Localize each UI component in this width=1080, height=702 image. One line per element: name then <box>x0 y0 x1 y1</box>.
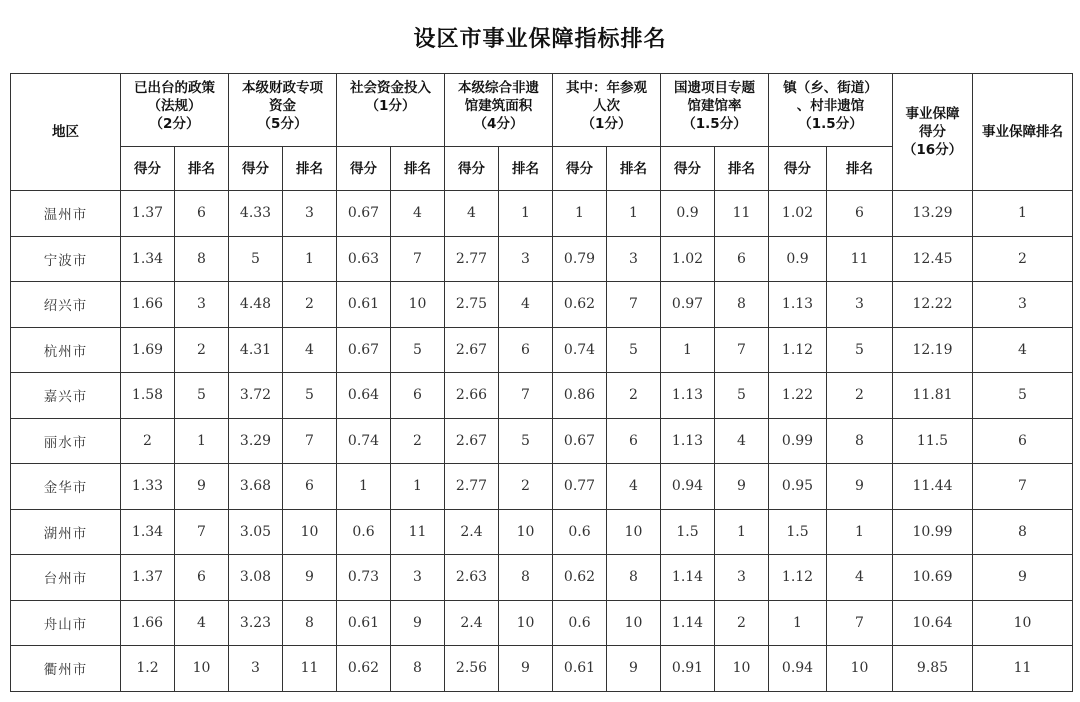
cell-rank: 9 <box>499 646 553 692</box>
cell-rank: 9 <box>175 464 229 510</box>
header-score: 得分 <box>229 147 283 191</box>
cell-score: 4.33 <box>229 191 283 237</box>
cell-score: 1.5 <box>661 509 715 555</box>
cell-score: 2 <box>121 418 175 464</box>
cell-rank: 11 <box>715 191 769 237</box>
cell-score: 0.6 <box>553 509 607 555</box>
cell-total-rank: 8 <box>973 509 1073 555</box>
cell-score: 1.69 <box>121 327 175 373</box>
cell-total-rank: 6 <box>973 418 1073 464</box>
cell-score: 3 <box>229 646 283 692</box>
cell-rank: 2 <box>175 327 229 373</box>
cell-score: 0.74 <box>337 418 391 464</box>
cell-score: 3.72 <box>229 373 283 419</box>
cell-score: 1.12 <box>769 327 827 373</box>
cell-score: 0.79 <box>553 236 607 282</box>
header-rank: 排名 <box>499 147 553 191</box>
cell-score: 0.62 <box>553 282 607 328</box>
cell-score: 1.2 <box>121 646 175 692</box>
header-score: 得分 <box>661 147 715 191</box>
cell-rank: 3 <box>715 555 769 601</box>
cell-score: 2.66 <box>445 373 499 419</box>
cell-rank: 5 <box>391 327 445 373</box>
header-group-4: 本级综合非遗 馆建筑面积 （4分） <box>445 74 553 147</box>
cell-score: 3.29 <box>229 418 283 464</box>
cell-rank: 8 <box>827 418 893 464</box>
cell-rank: 2 <box>283 282 337 328</box>
cell-rank: 10 <box>607 509 661 555</box>
table-row <box>11 191 1073 237</box>
cell-total-rank: 10 <box>973 600 1073 646</box>
cell-score: 1.34 <box>121 509 175 555</box>
cell-rank: 4 <box>827 555 893 601</box>
cell-rank: 8 <box>175 236 229 282</box>
cell-rank: 7 <box>283 418 337 464</box>
cell-rank: 1 <box>715 509 769 555</box>
cell-rank: 9 <box>827 464 893 510</box>
cell-region: 湖州市 <box>11 509 121 555</box>
cell-rank: 3 <box>607 236 661 282</box>
cell-score: 2.63 <box>445 555 499 601</box>
cell-score: 0.94 <box>769 646 827 692</box>
cell-rank: 10 <box>499 600 553 646</box>
cell-region: 宁波市 <box>11 236 121 282</box>
cell-rank: 11 <box>283 646 337 692</box>
header-total-score: 事业保障 得分 （16分） <box>893 74 973 191</box>
cell-rank: 6 <box>607 418 661 464</box>
cell-score: 0.6 <box>553 600 607 646</box>
cell-total-score: 13.29 <box>893 191 973 237</box>
cell-rank: 6 <box>175 191 229 237</box>
cell-score: 1.22 <box>769 373 827 419</box>
cell-rank: 4 <box>175 600 229 646</box>
cell-score: 1.66 <box>121 600 175 646</box>
cell-rank: 6 <box>283 464 337 510</box>
header-rank: 排名 <box>283 147 337 191</box>
header-group-7: 镇（乡、街道） 、村非遗馆 （1.5分） <box>769 74 893 147</box>
cell-rank: 6 <box>175 555 229 601</box>
header-region: 地区 <box>11 74 121 191</box>
cell-rank: 5 <box>283 373 337 419</box>
cell-rank: 6 <box>715 236 769 282</box>
cell-score: 0.86 <box>553 373 607 419</box>
cell-region: 嘉兴市 <box>11 373 121 419</box>
header-group-3: 社会资金投入 （1分） <box>337 74 445 147</box>
cell-total-rank: 7 <box>973 464 1073 510</box>
cell-score: 0.95 <box>769 464 827 510</box>
cell-region: 衢州市 <box>11 646 121 692</box>
cell-rank: 2 <box>827 373 893 419</box>
cell-score: 0.61 <box>337 282 391 328</box>
cell-rank: 10 <box>391 282 445 328</box>
cell-score: 1.58 <box>121 373 175 419</box>
table-row <box>11 600 1073 646</box>
cell-total-rank: 9 <box>973 555 1073 601</box>
header-group-6: 国遗项目专题 馆建馆率 （1.5分） <box>661 74 769 147</box>
header-score: 得分 <box>769 147 827 191</box>
header-rank: 排名 <box>715 147 769 191</box>
cell-total-rank: 11 <box>973 646 1073 692</box>
cell-rank: 2 <box>499 464 553 510</box>
cell-score: 1 <box>769 600 827 646</box>
cell-score: 0.61 <box>337 600 391 646</box>
cell-rank: 1 <box>499 191 553 237</box>
cell-total-score: 10.64 <box>893 600 973 646</box>
cell-rank: 5 <box>715 373 769 419</box>
cell-score: 0.62 <box>553 555 607 601</box>
header-total-rank: 事业保障排名 <box>973 74 1073 191</box>
cell-total-score: 12.45 <box>893 236 973 282</box>
table-body <box>11 191 1073 692</box>
cell-total-score: 11.44 <box>893 464 973 510</box>
cell-rank: 1 <box>391 464 445 510</box>
cell-score: 1.02 <box>769 191 827 237</box>
cell-rank: 7 <box>715 327 769 373</box>
cell-total-score: 11.81 <box>893 373 973 419</box>
cell-rank: 4 <box>499 282 553 328</box>
cell-rank: 7 <box>499 373 553 419</box>
cell-rank: 4 <box>715 418 769 464</box>
cell-rank: 7 <box>175 509 229 555</box>
cell-score: 1.12 <box>769 555 827 601</box>
header-score: 得分 <box>121 147 175 191</box>
cell-score: 0.77 <box>553 464 607 510</box>
cell-rank: 6 <box>827 191 893 237</box>
cell-score: 3.68 <box>229 464 283 510</box>
cell-total-score: 12.19 <box>893 327 973 373</box>
cell-score: 0.61 <box>553 646 607 692</box>
cell-score: 1.66 <box>121 282 175 328</box>
cell-rank: 9 <box>283 555 337 601</box>
table-row <box>11 327 1073 373</box>
header-rank: 排名 <box>391 147 445 191</box>
cell-region: 杭州市 <box>11 327 121 373</box>
cell-region: 温州市 <box>11 191 121 237</box>
cell-rank: 9 <box>391 600 445 646</box>
cell-rank: 10 <box>499 509 553 555</box>
cell-score: 1.13 <box>769 282 827 328</box>
cell-score: 0.97 <box>661 282 715 328</box>
cell-region: 丽水市 <box>11 418 121 464</box>
cell-rank: 10 <box>827 646 893 692</box>
cell-rank: 5 <box>175 373 229 419</box>
cell-rank: 10 <box>175 646 229 692</box>
cell-score: 1 <box>337 464 391 510</box>
cell-rank: 4 <box>391 191 445 237</box>
cell-score: 1.13 <box>661 418 715 464</box>
header-rank: 排名 <box>175 147 229 191</box>
cell-rank: 3 <box>499 236 553 282</box>
cell-score: 1.37 <box>121 555 175 601</box>
cell-score: 5 <box>229 236 283 282</box>
header-score: 得分 <box>553 147 607 191</box>
header-group-2: 本级财政专项 资金 （5分） <box>229 74 337 147</box>
cell-score: 0.9 <box>769 236 827 282</box>
cell-score: 4.31 <box>229 327 283 373</box>
cell-total-rank: 1 <box>973 191 1073 237</box>
cell-score: 2.77 <box>445 464 499 510</box>
header-group-5: 其中：年参观 人次 （1分） <box>553 74 661 147</box>
cell-score: 2.67 <box>445 327 499 373</box>
table-row <box>11 646 1073 692</box>
cell-total-rank: 3 <box>973 282 1073 328</box>
cell-score: 0.67 <box>553 418 607 464</box>
cell-score: 1.14 <box>661 555 715 601</box>
cell-score: 0.63 <box>337 236 391 282</box>
cell-score: 0.74 <box>553 327 607 373</box>
cell-score: 2.4 <box>445 509 499 555</box>
cell-rank: 9 <box>607 646 661 692</box>
cell-rank: 7 <box>391 236 445 282</box>
cell-score: 1.14 <box>661 600 715 646</box>
cell-score: 0.9 <box>661 191 715 237</box>
cell-score: 1.13 <box>661 373 715 419</box>
cell-rank: 6 <box>499 327 553 373</box>
cell-score: 1.33 <box>121 464 175 510</box>
table-row <box>11 464 1073 510</box>
cell-score: 3.23 <box>229 600 283 646</box>
cell-rank: 4 <box>283 327 337 373</box>
cell-rank: 2 <box>391 418 445 464</box>
cell-rank: 3 <box>175 282 229 328</box>
cell-region: 舟山市 <box>11 600 121 646</box>
cell-score: 2.77 <box>445 236 499 282</box>
cell-rank: 1 <box>827 509 893 555</box>
header-score: 得分 <box>445 147 499 191</box>
cell-rank: 8 <box>499 555 553 601</box>
cell-score: 1 <box>661 327 715 373</box>
cell-rank: 7 <box>607 282 661 328</box>
cell-total-score: 10.69 <box>893 555 973 601</box>
cell-rank: 10 <box>283 509 337 555</box>
cell-total-rank: 5 <box>973 373 1073 419</box>
cell-score: 0.73 <box>337 555 391 601</box>
cell-score: 0.62 <box>337 646 391 692</box>
cell-score: 2.4 <box>445 600 499 646</box>
cell-rank: 3 <box>283 191 337 237</box>
cell-rank: 2 <box>715 600 769 646</box>
cell-rank: 11 <box>827 236 893 282</box>
cell-score: 1.37 <box>121 191 175 237</box>
header-score: 得分 <box>337 147 391 191</box>
cell-total-score: 11.5 <box>893 418 973 464</box>
cell-rank: 9 <box>715 464 769 510</box>
cell-rank: 8 <box>391 646 445 692</box>
cell-score: 0.67 <box>337 327 391 373</box>
cell-score: 2.67 <box>445 418 499 464</box>
header-rank: 排名 <box>607 147 661 191</box>
cell-rank: 8 <box>715 282 769 328</box>
cell-score: 0.99 <box>769 418 827 464</box>
table-row <box>11 236 1073 282</box>
cell-total-rank: 4 <box>973 327 1073 373</box>
cell-rank: 11 <box>391 509 445 555</box>
table-row <box>11 373 1073 419</box>
cell-total-score: 9.85 <box>893 646 973 692</box>
cell-score: 1.34 <box>121 236 175 282</box>
cell-score: 3.05 <box>229 509 283 555</box>
cell-rank: 1 <box>283 236 337 282</box>
table-row <box>11 282 1073 328</box>
cell-total-score: 12.22 <box>893 282 973 328</box>
cell-rank: 1 <box>607 191 661 237</box>
cell-region: 绍兴市 <box>11 282 121 328</box>
cell-score: 2.75 <box>445 282 499 328</box>
cell-rank: 10 <box>607 600 661 646</box>
table-row <box>11 509 1073 555</box>
cell-score: 1.02 <box>661 236 715 282</box>
cell-rank: 1 <box>175 418 229 464</box>
cell-rank: 2 <box>607 373 661 419</box>
cell-total-score: 10.99 <box>893 509 973 555</box>
cell-score: 4.48 <box>229 282 283 328</box>
cell-rank: 5 <box>499 418 553 464</box>
header-rank: 排名 <box>827 147 893 191</box>
cell-score: 0.91 <box>661 646 715 692</box>
page-title: 设区市事业保障指标排名 <box>413 27 667 52</box>
cell-rank: 8 <box>283 600 337 646</box>
cell-score: 1 <box>553 191 607 237</box>
cell-score: 0.64 <box>337 373 391 419</box>
cell-rank: 4 <box>607 464 661 510</box>
cell-region: 台州市 <box>11 555 121 601</box>
cell-region: 金华市 <box>11 464 121 510</box>
cell-rank: 5 <box>607 327 661 373</box>
cell-score: 0.94 <box>661 464 715 510</box>
cell-rank: 3 <box>827 282 893 328</box>
cell-score: 0.6 <box>337 509 391 555</box>
cell-score: 0.67 <box>337 191 391 237</box>
table-row <box>11 555 1073 601</box>
cell-score: 4 <box>445 191 499 237</box>
cell-rank: 3 <box>391 555 445 601</box>
cell-rank: 10 <box>715 646 769 692</box>
cell-rank: 7 <box>827 600 893 646</box>
ranking-table <box>10 73 1073 692</box>
cell-score: 2.56 <box>445 646 499 692</box>
cell-score: 3.08 <box>229 555 283 601</box>
table-row <box>11 418 1073 464</box>
header-group-1: 已出台的政策 （法规） （2分） <box>121 74 229 147</box>
cell-rank: 6 <box>391 373 445 419</box>
cell-rank: 5 <box>827 327 893 373</box>
cell-total-rank: 2 <box>973 236 1073 282</box>
cell-score: 1.5 <box>769 509 827 555</box>
cell-rank: 8 <box>607 555 661 601</box>
